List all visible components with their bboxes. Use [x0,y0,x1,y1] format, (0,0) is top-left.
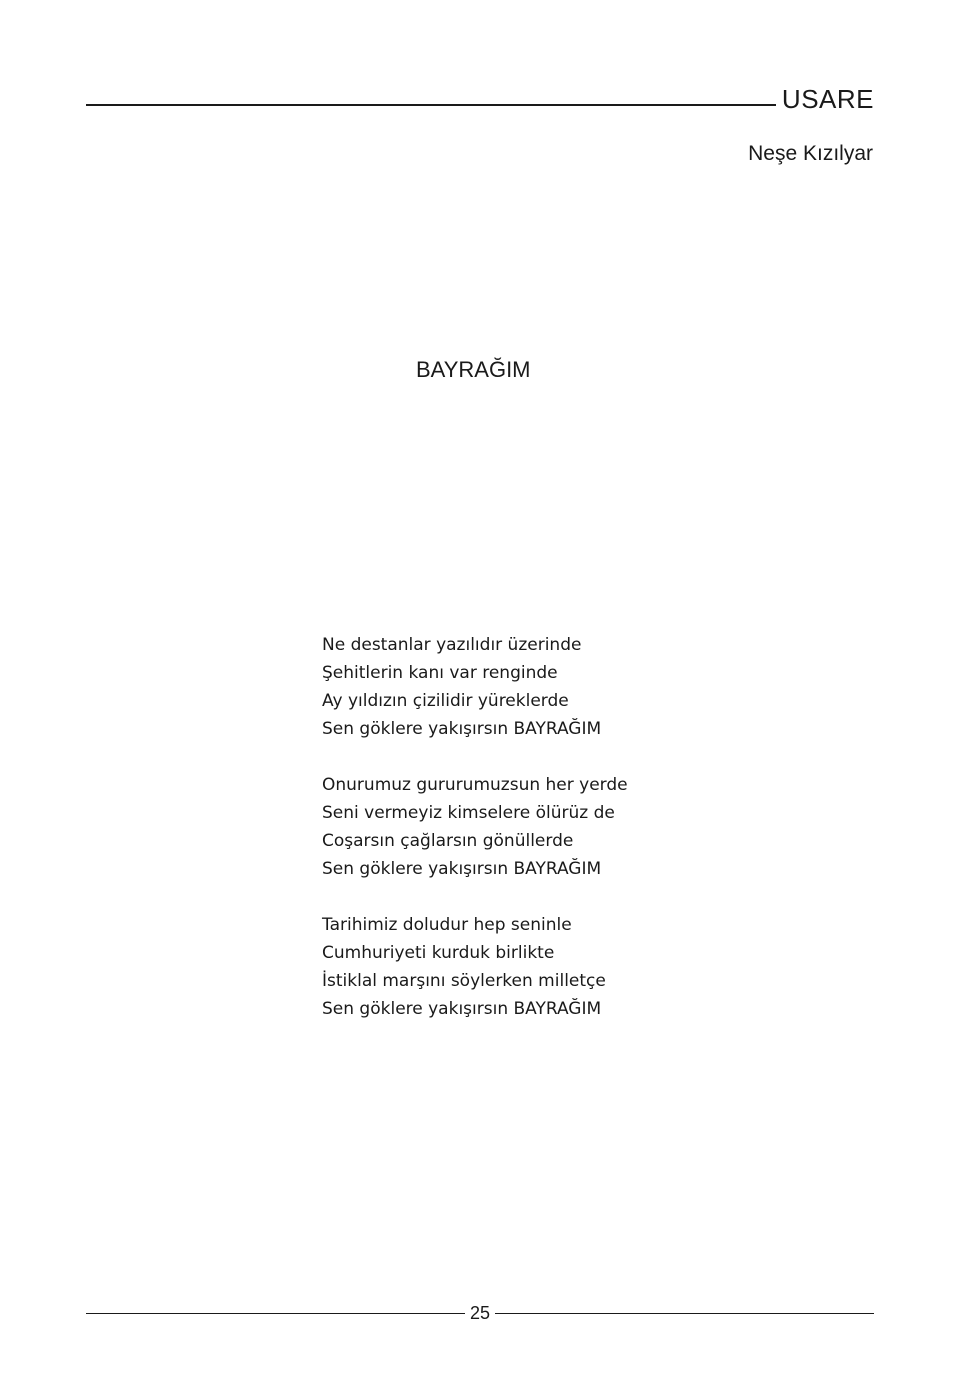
stanza [322,911,628,1023]
poem-line: Cumhuriyeti kurduk birlikte [322,943,555,963]
poem-line: Sen göklere yakışırsın BAYRAĞIM [322,859,602,879]
poem-line: Tarihimiz doludur hep seninle [322,915,572,935]
poem-line: İstiklal marşını söylerken milletçe [322,971,606,991]
poem-title: BAYRAĞIM [416,357,531,382]
stanza [322,631,628,743]
page-footer [86,1301,874,1325]
footer-rule-left [86,1313,465,1314]
poem-line: Onurumuz gururumuzsun her yerde [322,775,628,795]
header-rule [86,104,776,106]
poem-line: Seni vermeyiz kimselere ölürüz de [322,803,615,823]
author-name: Neşe Kızılyar [748,142,873,165]
poem-line: Ay yıldızın çizilidir yüreklerde [322,691,569,711]
footer-rule-right [495,1313,874,1314]
poem-line: Ne destanlar yazılıdır üzerinde [322,635,582,655]
poem-body [322,631,628,1051]
poem-line: Sen göklere yakışırsın BAYRAĞIM [322,999,602,1019]
journal-title: USARE [781,84,874,114]
page-number: 25 [469,1302,491,1323]
poem-line: Coşarsın çağlarsın gönüllerde [322,831,574,851]
stanza [322,771,628,883]
poem-line: Şehitlerin kanı var renginde [322,663,558,683]
page-header [86,80,874,112]
poem-line: Sen göklere yakışırsın BAYRAĞIM [322,719,602,739]
